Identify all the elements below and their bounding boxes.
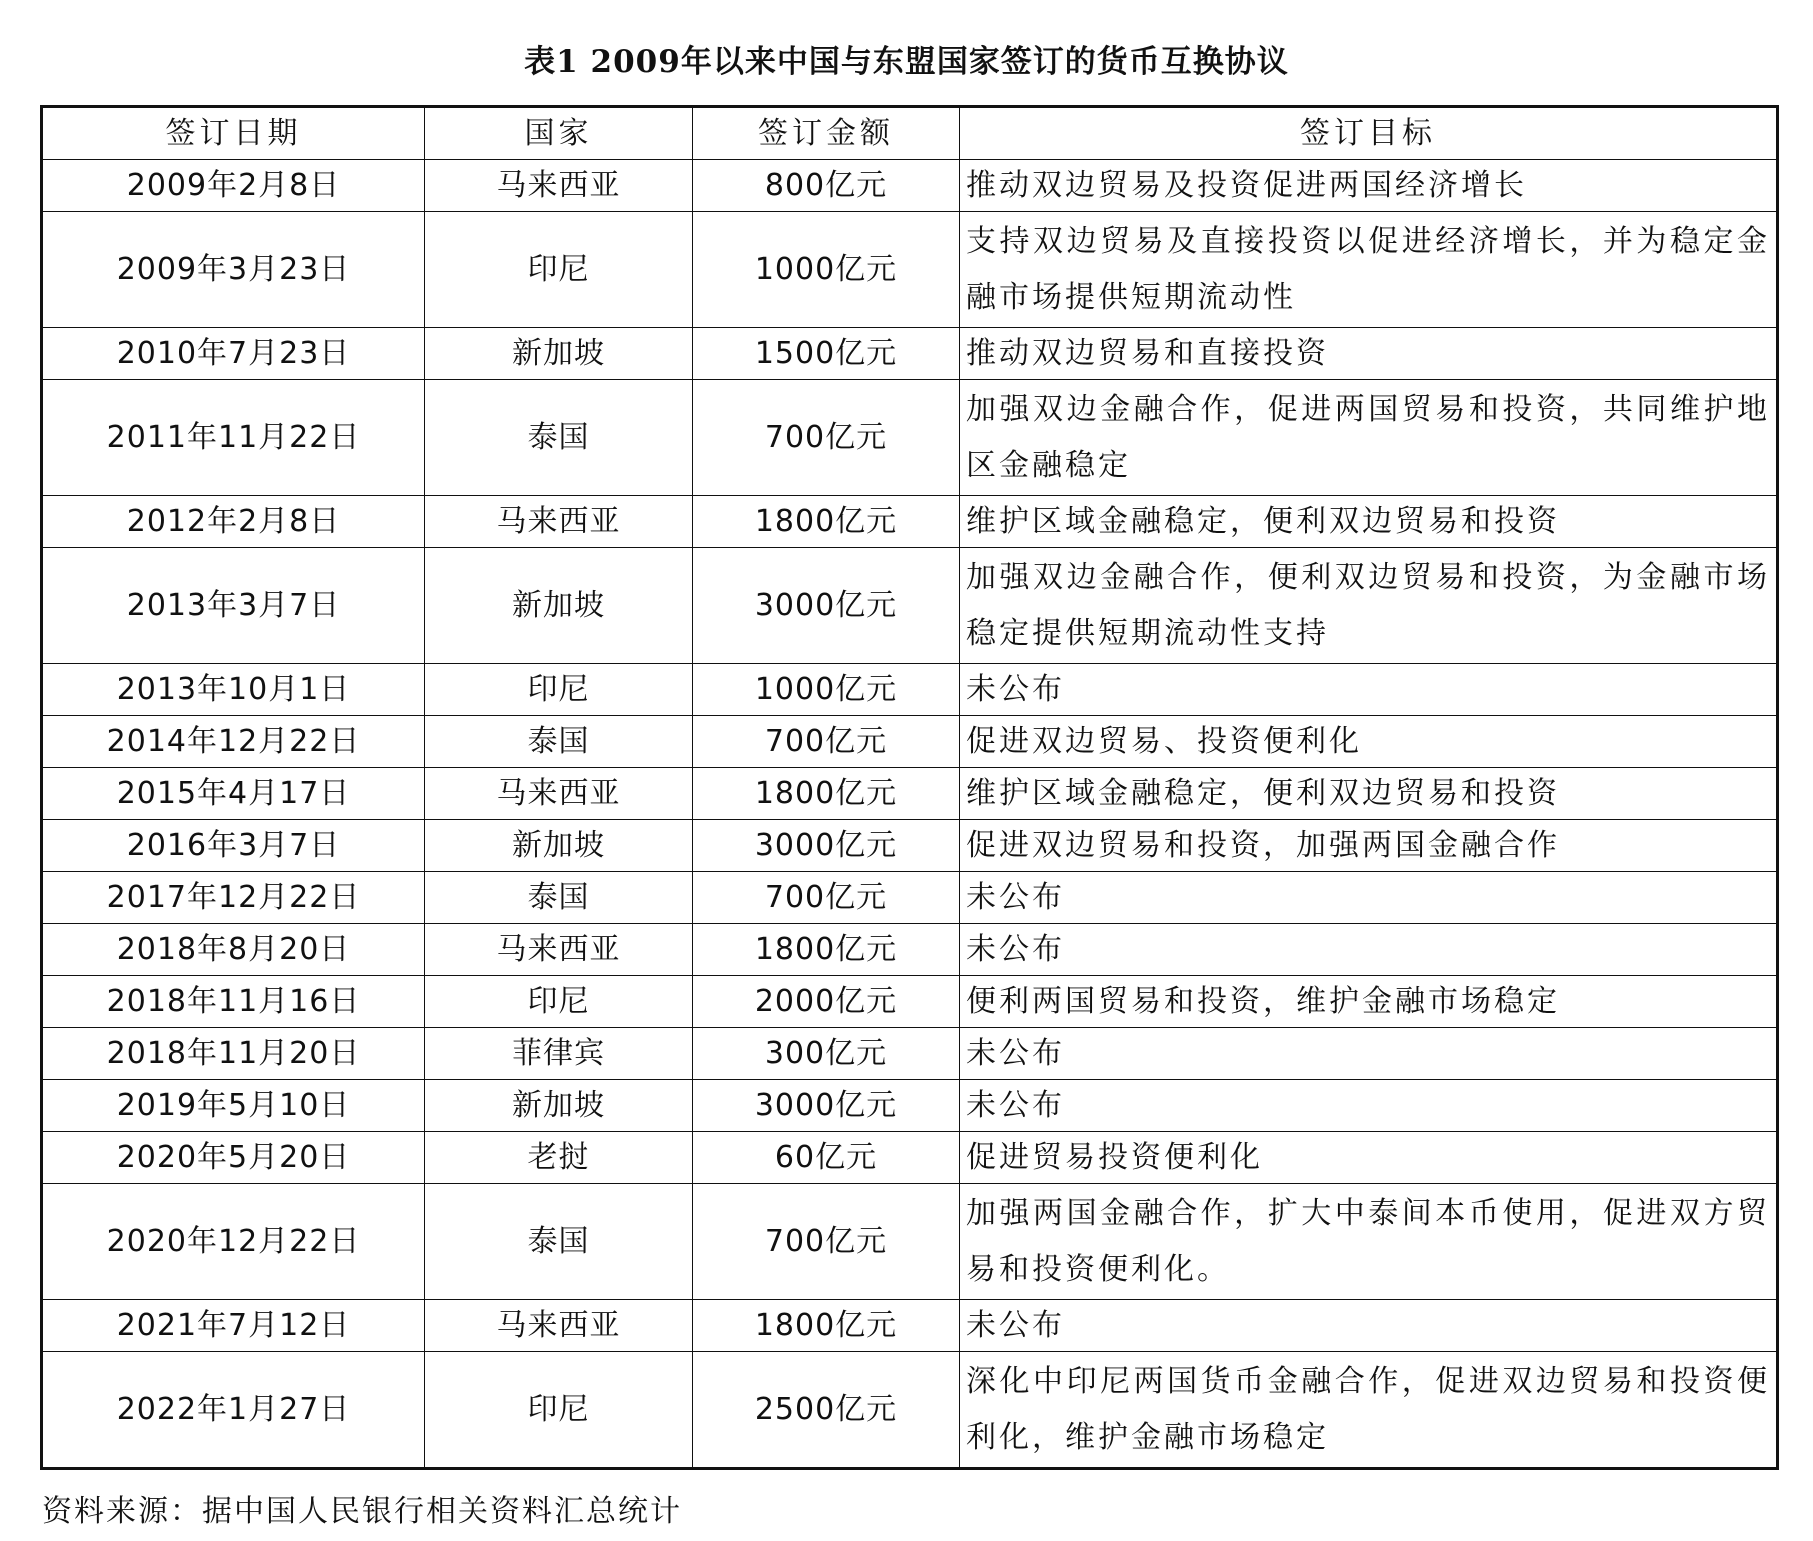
cell-country: 泰国 — [425, 380, 693, 496]
table-row — [42, 768, 1778, 820]
source-note: 资料来源：据中国人民银行相关资料汇总统计 — [42, 1494, 682, 1529]
cell-goal: 未公布 — [960, 872, 1778, 924]
cell-amount: 700亿元 — [693, 716, 960, 768]
cell-country: 菲律宾 — [425, 1028, 693, 1080]
table-row — [42, 924, 1778, 976]
cell-goal: 维护区域金融稳定，便利双边贸易和投资 — [960, 768, 1778, 820]
cell-country: 印尼 — [425, 1352, 693, 1469]
cell-goal: 推动双边贸易及投资促进两国经济增长 — [960, 160, 1778, 212]
table-row — [42, 1184, 1778, 1300]
cell-country: 泰国 — [425, 1184, 693, 1300]
cell-date: 2021年7月12日 — [42, 1300, 425, 1352]
table-row — [42, 160, 1778, 212]
table-row — [42, 664, 1778, 716]
cell-date: 2015年4月17日 — [42, 768, 425, 820]
cell-date: 2014年12月22日 — [42, 716, 425, 768]
cell-goal: 深化中印尼两国货币金融合作，促进双边贸易和投资便利化，维护金融市场稳定 — [960, 1352, 1778, 1469]
cell-goal: 支持双边贸易及直接投资以促进经济增长，并为稳定金融市场提供短期流动性 — [960, 212, 1778, 328]
table-row — [42, 380, 1778, 496]
cell-amount: 1800亿元 — [693, 1300, 960, 1352]
cell-country: 马来西亚 — [425, 768, 693, 820]
cell-country: 老挝 — [425, 1132, 693, 1184]
cell-country: 新加坡 — [425, 328, 693, 380]
cell-country: 新加坡 — [425, 1080, 693, 1132]
cell-amount: 3000亿元 — [693, 820, 960, 872]
table-title: 表1 2009年以来中国与东盟国家签订的货币互换协议 — [524, 44, 1289, 80]
cell-date: 2019年5月10日 — [42, 1080, 425, 1132]
table-row — [42, 716, 1778, 768]
cell-goal: 未公布 — [960, 1300, 1778, 1352]
header-amount: 签订金额 — [693, 107, 960, 160]
cell-amount: 1800亿元 — [693, 496, 960, 548]
cell-amount: 700亿元 — [693, 1184, 960, 1300]
cell-amount: 700亿元 — [693, 872, 960, 924]
table-row — [42, 872, 1778, 924]
cell-country: 泰国 — [425, 716, 693, 768]
cell-country: 新加坡 — [425, 548, 693, 664]
table-row — [42, 328, 1778, 380]
cell-date: 2013年3月7日 — [42, 548, 425, 664]
table-row — [42, 1132, 1778, 1184]
table-row — [42, 976, 1778, 1028]
currency-swap-table — [40, 105, 1779, 1470]
cell-country: 印尼 — [425, 212, 693, 328]
cell-date: 2009年3月23日 — [42, 212, 425, 328]
cell-date: 2018年8月20日 — [42, 924, 425, 976]
cell-goal: 未公布 — [960, 664, 1778, 716]
cell-amount: 1000亿元 — [693, 212, 960, 328]
cell-goal: 加强双边金融合作，促进两国贸易和投资，共同维护地区金融稳定 — [960, 380, 1778, 496]
table-row — [42, 496, 1778, 548]
header-row — [42, 107, 1778, 160]
cell-date: 2018年11月20日 — [42, 1028, 425, 1080]
header-country: 国家 — [425, 107, 693, 160]
cell-amount: 1500亿元 — [693, 328, 960, 380]
table-row — [42, 548, 1778, 664]
cell-country: 马来西亚 — [425, 160, 693, 212]
table-row — [42, 820, 1778, 872]
cell-date: 2013年10月1日 — [42, 664, 425, 716]
cell-goal: 未公布 — [960, 1080, 1778, 1132]
table-row — [42, 1080, 1778, 1132]
cell-goal: 促进双边贸易和投资，加强两国金融合作 — [960, 820, 1778, 872]
cell-amount: 3000亿元 — [693, 548, 960, 664]
cell-goal: 未公布 — [960, 1028, 1778, 1080]
cell-date: 2020年12月22日 — [42, 1184, 425, 1300]
cell-amount: 2000亿元 — [693, 976, 960, 1028]
cell-goal: 推动双边贸易和直接投资 — [960, 328, 1778, 380]
cell-date: 2011年11月22日 — [42, 380, 425, 496]
cell-date: 2012年2月8日 — [42, 496, 425, 548]
cell-amount: 3000亿元 — [693, 1080, 960, 1132]
cell-goal: 维护区域金融稳定，便利双边贸易和投资 — [960, 496, 1778, 548]
cell-date: 2017年12月22日 — [42, 872, 425, 924]
table-row — [42, 1352, 1778, 1469]
cell-country: 马来西亚 — [425, 924, 693, 976]
cell-amount: 700亿元 — [693, 380, 960, 496]
cell-date: 2018年11月16日 — [42, 976, 425, 1028]
cell-date: 2010年7月23日 — [42, 328, 425, 380]
cell-date: 2016年3月7日 — [42, 820, 425, 872]
cell-goal: 促进贸易投资便利化 — [960, 1132, 1778, 1184]
cell-date: 2020年5月20日 — [42, 1132, 425, 1184]
cell-date: 2009年2月8日 — [42, 160, 425, 212]
table-row — [42, 1028, 1778, 1080]
cell-amount: 1000亿元 — [693, 664, 960, 716]
header-goal: 签订目标 — [960, 107, 1778, 160]
cell-amount: 60亿元 — [693, 1132, 960, 1184]
cell-country: 印尼 — [425, 976, 693, 1028]
cell-amount: 2500亿元 — [693, 1352, 960, 1469]
table-row — [42, 212, 1778, 328]
cell-country: 马来西亚 — [425, 496, 693, 548]
table-row — [42, 1300, 1778, 1352]
cell-goal: 加强双边金融合作，便利双边贸易和投资，为金融市场稳定提供短期流动性支持 — [960, 548, 1778, 664]
cell-goal: 便利两国贸易和投资，维护金融市场稳定 — [960, 976, 1778, 1028]
cell-country: 印尼 — [425, 664, 693, 716]
cell-goal: 未公布 — [960, 924, 1778, 976]
header-date: 签订日期 — [42, 107, 425, 160]
cell-goal: 促进双边贸易、投资便利化 — [960, 716, 1778, 768]
cell-amount: 300亿元 — [693, 1028, 960, 1080]
cell-date: 2022年1月27日 — [42, 1352, 425, 1469]
cell-amount: 1800亿元 — [693, 768, 960, 820]
cell-goal: 加强两国金融合作，扩大中泰间本币使用，促进双方贸易和投资便利化。 — [960, 1184, 1778, 1300]
cell-country: 泰国 — [425, 872, 693, 924]
cell-amount: 800亿元 — [693, 160, 960, 212]
cell-country: 马来西亚 — [425, 1300, 693, 1352]
cell-amount: 1800亿元 — [693, 924, 960, 976]
cell-country: 新加坡 — [425, 820, 693, 872]
